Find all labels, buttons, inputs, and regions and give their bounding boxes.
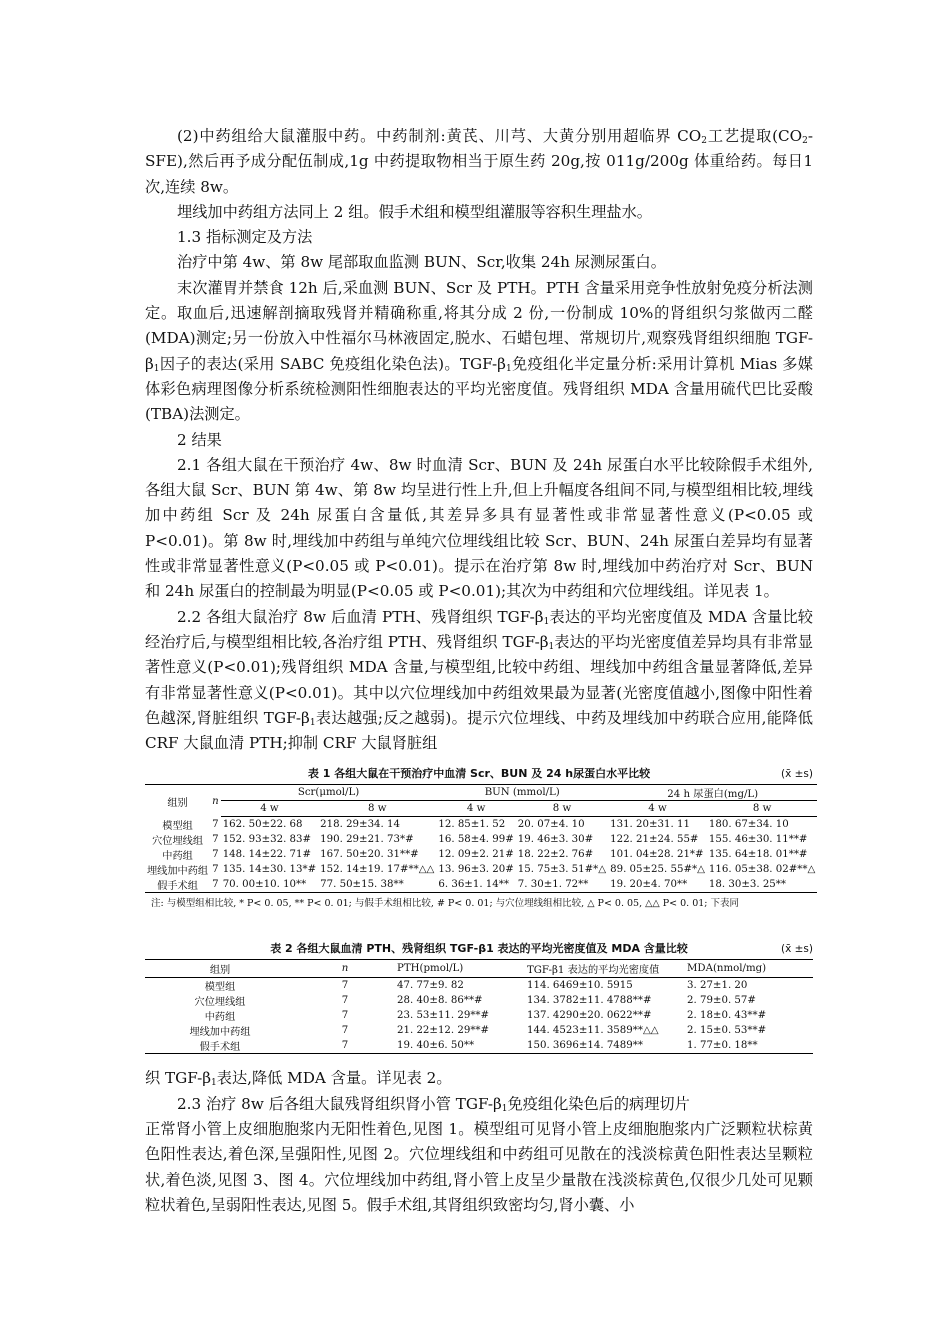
value-cell: 19. 20±4. 70** [610, 879, 688, 891]
subscript: 1 [501, 1103, 508, 1114]
value-cell: 101. 04±28. 21*# [610, 849, 704, 861]
table1-header-8w: 8 w [707, 801, 817, 817]
table2-header-pth: PTH(pmol/L) [395, 960, 525, 978]
table1-stat-label: (x̄ ±s) [780, 768, 813, 781]
text-run: 免疫组化半定量分析:采用计算机 Mias 多媒体彩色病理图像分析系统检测阳性细胞表达的平均光密度值。残肾组织 MDA 含量用硫代巴比妥酸(TBA)法测定。 [145, 354, 813, 424]
group-cell: 中药组 [204, 1012, 236, 1024]
table2-header-n: n [295, 960, 395, 978]
text-run: 织 TGF-β [145, 1069, 212, 1088]
value-cell: 19. 40±6. 50** [397, 1040, 475, 1052]
n-cell: 7 [341, 1040, 349, 1052]
table-row [145, 1023, 813, 1038]
table1-header-n: n [212, 795, 219, 807]
value-cell: 114. 6469±10. 5915 [527, 980, 633, 992]
text-run: 因子的表达(采用 SABC 免疫组化染色法)。TGF-β [159, 354, 506, 373]
value-cell: 180. 67±34. 10 [708, 819, 789, 831]
n-cell: 7 [341, 980, 349, 992]
value-cell: 135. 14±30. 13*# [222, 864, 317, 876]
table1-header-8w: 8 w [516, 801, 608, 817]
value-cell: 131. 20±31. 11 [610, 819, 690, 831]
value-cell: 19. 46±3. 30# [517, 834, 594, 846]
value-cell: 152. 93±32. 83# [222, 834, 312, 846]
text-run: -SFE),然后再予成分配伍制成,1g 中药提取物相当于原生药 20g,按 011g/200g 体重给药。每日1 次,连续 8w。 [145, 127, 814, 196]
subscript: 1 [543, 616, 550, 627]
value-cell: 12. 09±2. 21# [438, 849, 514, 861]
value-cell: 2. 79±0. 57# [687, 995, 756, 1007]
value-cell: 167. 50±20. 31**# [320, 849, 419, 861]
text-run: 1.3 指标测定及方法 [177, 228, 313, 247]
text-run: 表达的平均光密度值差异均具有非常显著性意义(P<0.01);残肾组织 MDA 含量,与模型组,比较中药组、埋线加中药组含量显著降低,差异有非常显著性意义(P<0.01)。其中以穴位埋线加中药组效果最为显著(光密度值越小,图像中阳性着色越深,肾脏组织 TGF-β [145, 632, 814, 727]
subscript: 2 [701, 136, 707, 146]
value-cell: 21. 22±12. 29**# [397, 1025, 490, 1037]
value-cell: 148. 14±22. 71# [222, 849, 312, 861]
value-cell: 6. 36±1. 14** [438, 879, 509, 891]
text-run: 2.2 各组大鼠治疗 8w 后血清 PTH、残肾组织 TGF-β [177, 607, 544, 626]
table-row [145, 877, 817, 893]
subscript: 1 [548, 641, 555, 652]
value-cell: 155. 46±30. 11**# [708, 834, 808, 846]
group-cell: 假手术组 [157, 881, 198, 893]
table-row [145, 862, 817, 877]
group-cell: 埋线加中药组 [147, 866, 209, 878]
value-cell: 16. 58±4. 99# [438, 834, 514, 846]
document-page [145, 124, 816, 1218]
value-cell: 162. 50±22. 68 [222, 819, 303, 831]
paragraph [145, 1117, 813, 1218]
table1-header-scr: Scr(μmol/L) [221, 785, 437, 801]
table2-header-mda: MDA(nmol/mg) [685, 960, 813, 978]
table2-title: 表 2 各组大鼠血清 PTH、残肾组织 TGF-β1 表达的平均光密度值及 MDA 含量比较 [270, 942, 688, 956]
n-cell: 7 [212, 834, 219, 846]
group-cell: 中药组 [162, 851, 193, 863]
paragraph [145, 276, 813, 428]
value-cell: 2. 15±0. 53**# [687, 1025, 767, 1037]
text-run: 表达的平均光密度值及 MDA 含量比较经治疗后,与模型组相比较,各治疗组 PTH、残肾组织 TGF-β [145, 607, 813, 651]
text-run: 治疗中第 4w、第 8w 尾部取血监测 BUN、Scr,收集 24h 尿测尿蛋白。 [177, 253, 666, 272]
value-cell: 134. 3782±11. 4788**# [527, 995, 652, 1007]
value-cell: 70. 00±10. 10** [222, 879, 307, 891]
table-row [145, 1038, 813, 1054]
text-run: 埋线加中药组方法同上 2 组。假手术组和模型组灌服等容积生理盐水。 [177, 202, 652, 221]
group-cell: 模型组 [204, 982, 236, 994]
paragraph [145, 124, 813, 200]
paragraph [145, 605, 813, 757]
value-cell: 18. 30±3. 25** [708, 879, 786, 891]
subscript: 1 [211, 1078, 217, 1089]
n-cell: 7 [341, 995, 349, 1007]
value-cell: 89. 05±25. 55#*△ [610, 864, 705, 876]
text-run: 表达,降低 MDA 含量。详见表 2。 [216, 1069, 452, 1088]
value-cell: 18. 22±2. 76# [517, 849, 594, 861]
text-run: 免疫组化染色后的病理切片 [507, 1094, 690, 1113]
text-run: 表达越强;反之越弱)。提示穴位埋线、中药及埋线加中药联合应用,能降低 CRF 大鼠血清 PTH;抑制 CRF 大鼠肾脏组 [145, 708, 813, 753]
value-cell: 122. 21±24. 55# [610, 834, 699, 846]
subscript: 2 [802, 136, 808, 146]
value-cell: 116. 05±38. 02#**△ [708, 864, 816, 876]
paragraph [145, 453, 813, 605]
table1-header-bun: BUN (mmol/L) [436, 785, 608, 801]
paragraph [145, 1092, 813, 1117]
table-1 [145, 784, 817, 893]
value-cell: 135. 64±18. 01**# [708, 849, 808, 861]
group-cell: 穴位埋线组 [194, 997, 246, 1009]
table-2 [145, 959, 813, 1054]
text-run: (2)中药组给大鼠灌服中药。中药制剂:黄芪、川芎、大黄分别用超临界 CO [177, 127, 702, 145]
table2-body [145, 978, 813, 1054]
table1-note: 注: 与模型组相比较, * P< 0. 05, ** P< 0. 01; 与假手术组相比较, # P< 0. 01; 与穴位埋线组相比较, △ P< 0. 05, △△ P< 0. 01; 下表同 [151, 898, 740, 910]
table1-title: 表 1 各组大鼠在干预治疗中血清 Scr、BUN 及 24 h尿蛋白水平比较 [307, 767, 651, 781]
value-cell: 7. 30±1. 72** [517, 879, 589, 891]
n-cell: 7 [212, 849, 219, 861]
value-cell: 150. 3696±14. 7489** [527, 1040, 643, 1052]
body-text-before-tables [145, 124, 813, 756]
table1-body [145, 817, 817, 893]
table-row [145, 1008, 813, 1023]
table-row [145, 993, 813, 1008]
value-cell: 2. 18±0. 43**# [687, 1010, 767, 1022]
table-row [145, 832, 817, 847]
value-cell: 218. 29±34. 14 [320, 819, 400, 831]
table1-header-8w: 8 w [318, 801, 436, 817]
n-cell: 7 [212, 879, 219, 891]
value-cell: 190. 29±21. 73*# [320, 834, 414, 846]
subscript: 1 [309, 717, 316, 728]
paragraph [145, 250, 813, 275]
n-cell: 7 [212, 819, 219, 831]
table1-header-group: 组别 [167, 797, 188, 809]
value-cell: 3. 27±1. 20 [687, 980, 748, 992]
text-run: 工艺提取(CO [706, 127, 803, 145]
paragraph [145, 1066, 813, 1091]
table2-header-tgf: TGF-β1 表达的平均光密度值 [525, 960, 685, 978]
subscript: 1 [505, 363, 512, 374]
value-cell: 152. 14±19. 17#**△△ [320, 864, 435, 876]
table2-caption [145, 941, 813, 957]
value-cell: 28. 40±8. 86**# [397, 995, 483, 1007]
text-run: 2.3 治疗 8w 后各组大鼠残肾组织肾小管 TGF-β [177, 1094, 502, 1113]
table2-stat-label: (x̄ ±s) [780, 943, 813, 956]
table1-header-4w: 4 w [436, 801, 515, 817]
text-run: 正常肾小管上皮细胞胞浆内无阳性着色,见图 1。模型组可见肾小管上皮细胞胞浆内广泛颗粒状棕黄色阳性表达,着色深,呈强阳性,见图 2。穴位埋线组和中药组可见散在的浅淡棕黄色阳性表达呈颗粒状,着色淡,见图 3、图 4。穴位埋线加中药组,肾小管上皮呈少量散在浅淡棕黄色,仅很少几处可见颗粒状着色,呈弱阳性表达,见图 5。假手术组,其肾组织致密均匀,肾小囊、小 [145, 1120, 813, 1214]
value-cell: 137. 4290±20. 0622**# [527, 1010, 652, 1022]
group-cell: 假手术组 [199, 1042, 241, 1054]
group-cell: 埋线加中药组 [189, 1027, 251, 1039]
paragraph [145, 428, 813, 453]
subscript: 1 [153, 363, 160, 374]
value-cell: 77. 50±15. 38** [320, 879, 404, 891]
text-run: 2.1 各组大鼠在干预治疗 4w、8w 时血清 Scr、BUN 及 24h 尿蛋白水平比较除假手术组外,各组大鼠 Scr、BUN 第 4w、第 8w 均呈进行性上升,但上升幅度各组间不同,与模型组相比较,埋线加中药组 Scr 及 24h 尿蛋白含量低,其差异多具有显著性或非常显著性意义(P<0.05 或 P<0.01)。第 8w 时,埋线加中药组与单纯穴位埋线组比较 Scr、BUN、24h 尿蛋白差异均有显著性或非常显著性意义(P<0.05 或 P<0.01)。提示在治疗第 8w 时,埋线加中药治疗对 Scr、BUN 和 24h 尿蛋白的控制最为明显(P<0.05 或 P<0.01);其次为中药组和穴位埋线组。详见表 1。 [145, 455, 813, 601]
table-row [145, 817, 817, 833]
table1-header-protein: 24 h 尿蛋白(mg/L) [608, 785, 817, 801]
text-run: 2 结果 [177, 430, 222, 449]
table-row [145, 847, 817, 862]
table1-header-4w: 4 w [221, 801, 318, 817]
value-cell: 1. 77±0. 18** [687, 1040, 758, 1052]
paragraph [145, 225, 813, 250]
n-cell: 7 [212, 864, 219, 876]
value-cell: 144. 4523±11. 3589**△△ [527, 1025, 659, 1037]
group-cell: 模型组 [162, 821, 193, 833]
paragraph [145, 200, 813, 225]
value-cell: 47. 77±9. 82 [397, 980, 464, 992]
value-cell: 23. 53±11. 29**# [397, 1010, 490, 1022]
body-text-after-tables [145, 1066, 813, 1218]
value-cell: 15. 75±3. 51#*△ [517, 864, 607, 876]
n-cell: 7 [341, 1010, 349, 1022]
table1-header-4w: 4 w [608, 801, 707, 817]
group-cell: 穴位埋线组 [152, 836, 204, 848]
text-run: 末次灌胃并禁食 12h 后,采血测 BUN、Scr 及 PTH。PTH 含量采用竞争性放射免疫分析法测定。取血后,迅速解剖摘取残肾并精确称重,将其分成 2 份,一份制成 10%的肾组织匀浆做丙二醛(MDA)测定;另一份放入中性福尔马林液固定,脱水、石蜡包埋、常规切片,观察残肾组织细胞 TGF-β [145, 278, 813, 373]
table1-caption [145, 766, 813, 782]
table2-header-group: 组别 [145, 960, 295, 978]
value-cell: 13. 96±3. 20# [438, 864, 514, 876]
table-row [145, 978, 813, 994]
value-cell: 12. 85±1. 52 [438, 819, 506, 831]
value-cell: 20. 07±4. 10 [517, 819, 585, 831]
n-cell: 7 [341, 1025, 349, 1037]
